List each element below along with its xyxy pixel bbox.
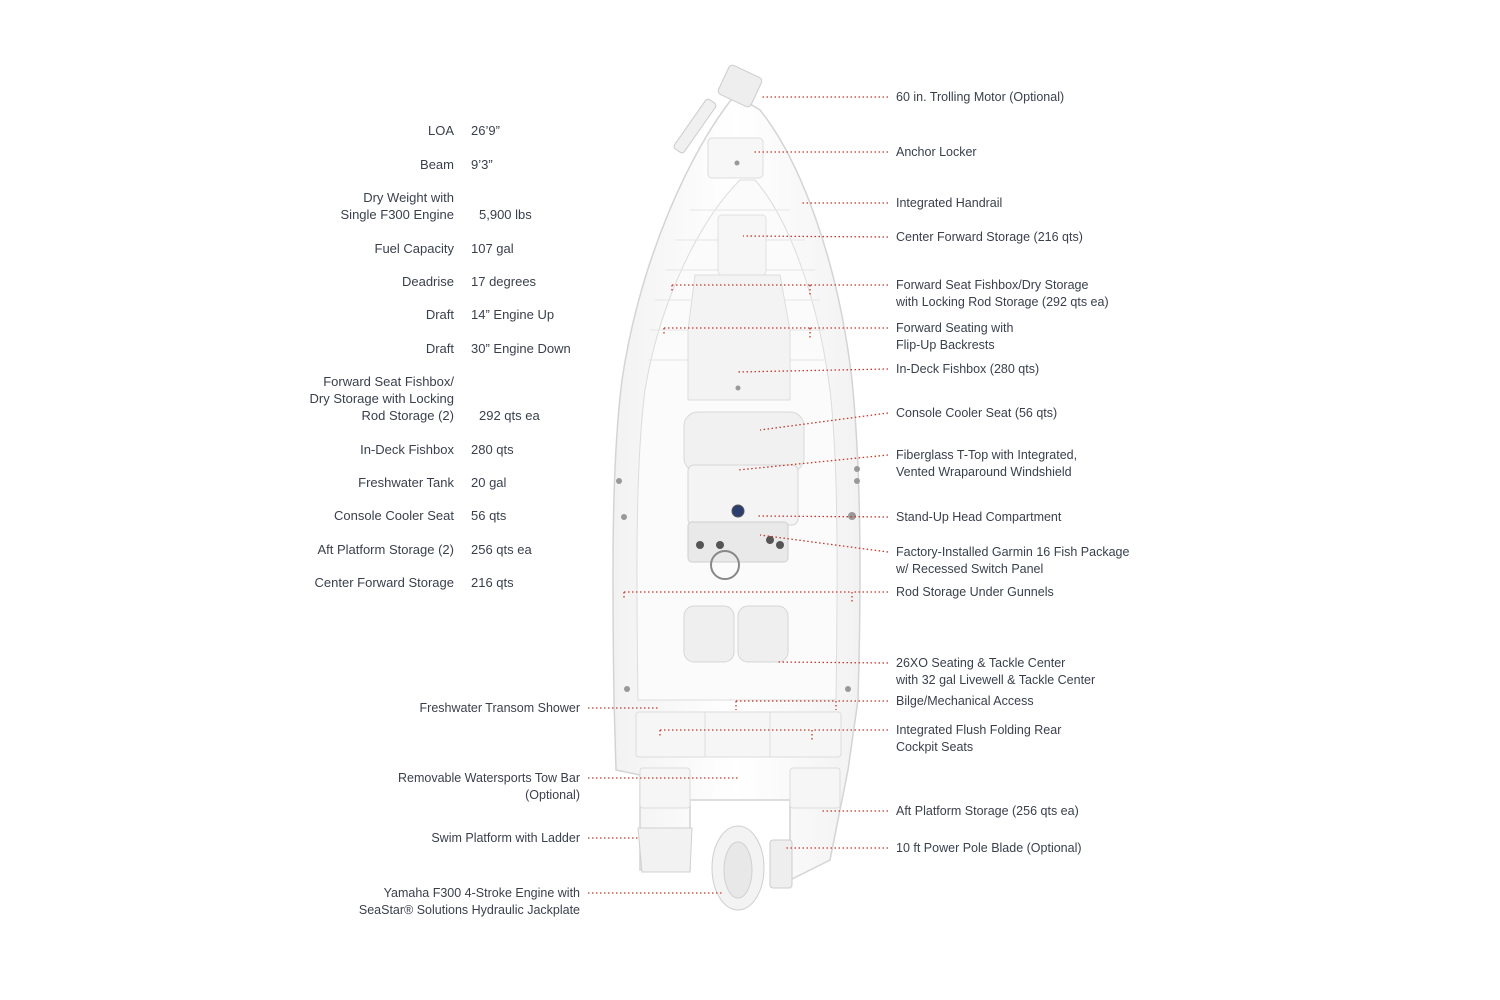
leaning-post-seat-right [738,606,788,662]
spec-label [315,574,454,591]
spec-value: 26’9” [471,123,500,138]
spec-label [360,441,454,458]
spec-label [426,306,454,323]
callout-label-line: Stand-Up Head Compartment [896,510,1062,524]
spec-label-line: Draft [425,341,454,356]
callout-label-line: (Optional) [525,787,580,802]
spec-label [334,507,454,524]
callout-label-line: Integrated Flush Folding Rear [896,723,1062,737]
spec-label-line: Fuel Capacity [374,241,454,256]
spec-label-line: Deadrise [401,274,454,289]
spec-value: 9’3” [471,157,493,172]
spec-value: 14” Engine Up [471,307,555,322]
spec-label-line: Forward Seat Fishbox/ [323,374,454,389]
aft-platform-storage-left [640,768,690,808]
callout-label [398,770,580,803]
callout-label [896,229,1083,246]
aft-cockpit-seats [636,712,841,757]
callout-label-line: Fiberglass T-Top with Integrated, [896,448,1078,462]
callout-label-line: Cockpit Seats [896,739,974,754]
callout-label-line: Swim Platform with Ladder [431,831,580,845]
callout-label-line: w/ Recessed Switch Panel [896,561,1044,576]
callout-label-line: Factory-Installed Garmin 16 Fish Package [896,545,1130,559]
callout-label-line: Integrated Handrail [896,196,1003,210]
spec-label-line: Dry Weight with [363,190,454,205]
callout-label-line: 60 in. Trolling Motor (Optional) [896,90,1065,104]
callout-label [896,320,1013,353]
spec-value: 17 degrees [471,274,537,289]
spec-label [358,474,454,491]
spec-label-line: Freshwater Tank [358,475,454,490]
spec-label-line: Beam [420,157,454,172]
callout-label [896,544,1129,577]
leaning-post-seat-left [684,606,734,662]
console-cooler-seat [684,412,804,472]
spec-value: 107 gal [471,241,514,256]
callout-label [896,195,1002,212]
callout-label-line: Console Cooler Seat (56 qts) [896,406,1058,420]
trolling-motor [717,64,763,108]
callout-label [896,584,1054,601]
callout-label-line: Bilge/Mechanical Access [896,694,1034,708]
callout-label [896,277,1109,310]
callout-label-line: Anchor Locker [896,145,977,159]
spec-label-line: Draft [425,307,454,322]
spec-label [341,189,454,223]
spec-value: 280 qts [471,442,514,457]
callout-label-line: with 32 gal Livewell & Tackle Center [896,672,1096,687]
callout-label-line: Forward Seating with [896,321,1014,335]
spec-value: 20 gal [471,475,507,490]
callout-label [896,509,1061,526]
spec-value: 216 qts [471,575,514,590]
spec-label [420,156,454,173]
callout-label [896,405,1057,422]
callout-label-line: Flip-Up Backrests [896,337,995,352]
aft-platform-storage-right [790,768,840,808]
callout-label-line: Yamaha F300 4-Stroke Engine with [383,886,580,900]
callout-label-line: 10 ft Power Pole Blade (Optional) [896,841,1082,855]
spec-label-line: In-Deck Fishbox [360,442,454,457]
callout-label-line: Freshwater Transom Shower [419,701,580,715]
callout-label [896,89,1064,106]
callout-label [896,447,1077,480]
spec-label [317,541,454,558]
console-gauge [732,505,744,517]
forward-seat-cushion [688,275,790,400]
anchor-locker-hatch [708,138,763,178]
spec-label [426,340,454,357]
spec-label-line: Rod Storage (2) [361,408,454,423]
callout-label-line: Vented Wraparound Windshield [896,464,1072,479]
spec-label-line: Console Cooler Seat [334,508,454,523]
callout-label-line: Center Forward Storage (216 qts) [896,230,1083,244]
callout-label [896,803,1079,820]
callout-label-line: Forward Seat Fishbox/Dry Storage [896,278,1089,292]
spec-label [428,122,454,139]
callout-label-line: Rod Storage Under Gunnels [896,585,1054,599]
callout-label [896,722,1061,755]
spec-value: 292 qts ea [479,408,540,423]
spec-label-line: Dry Storage with Locking [309,391,454,406]
spec-value: 256 qts ea [471,542,532,557]
callout-label-line: In-Deck Fishbox (280 qts) [896,362,1040,376]
spec-label-line: Aft Platform Storage (2) [317,542,454,557]
spec-value: 56 qts [471,508,507,523]
callout-label-line: Removable Watersports Tow Bar [397,771,580,785]
center-forward-hatch [718,215,766,275]
console [688,465,798,525]
callout-label [431,830,580,847]
swim-platform [638,828,692,872]
spec-label-line: Center Forward Storage [314,575,454,590]
callout-label [896,361,1039,378]
callout-label [896,693,1034,710]
callout-label-line: Aft Platform Storage (256 qts ea) [896,804,1079,818]
spec-label-line: Single F300 Engine [340,207,454,222]
callout-label-line: with Locking Rod Storage (292 qts ea) [896,294,1109,309]
spec-value: 30” Engine Down [471,341,571,356]
spec-label-line: LOA [427,123,454,138]
power-pole [770,840,792,888]
callout-label [896,655,1095,688]
spec-label [309,373,454,424]
callout-label [420,700,580,717]
callout-label [896,144,977,161]
spec-value: 5,900 lbs [479,207,532,222]
callout-label-line: 26XO Seating & Tackle Center [896,656,1066,670]
callout-label [896,840,1082,857]
callout-label-line: SeaStar® Solutions Hydraulic Jackplate [358,902,580,917]
spec-label [375,240,454,257]
callout-label [359,885,580,918]
spec-label [402,273,454,290]
